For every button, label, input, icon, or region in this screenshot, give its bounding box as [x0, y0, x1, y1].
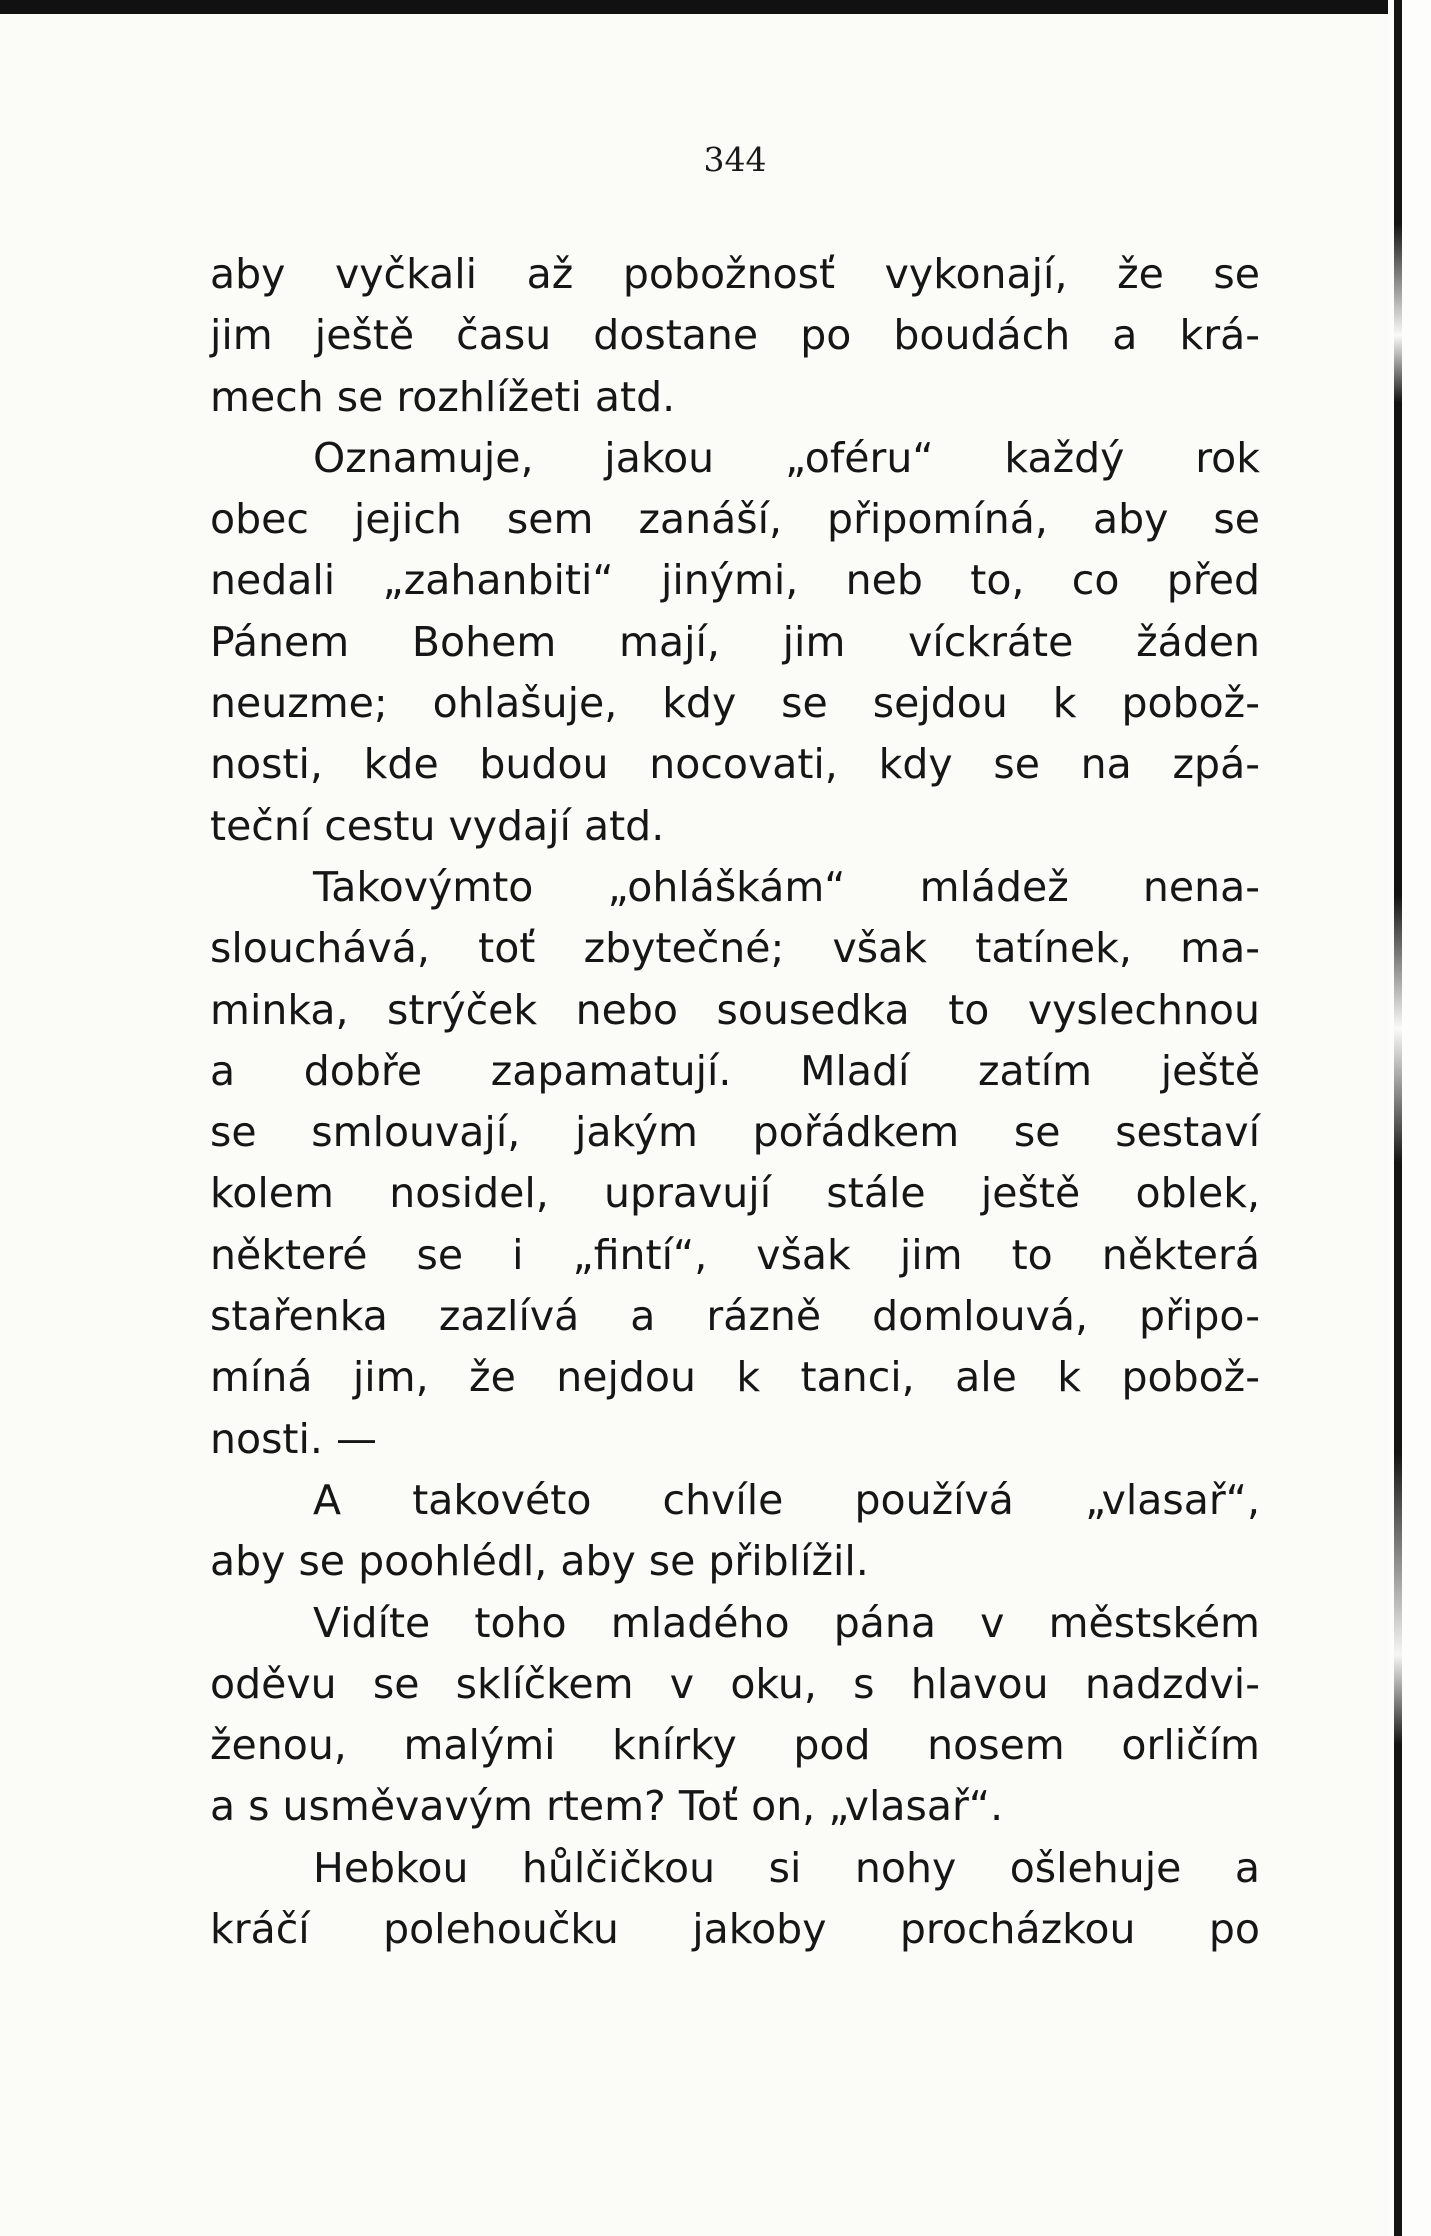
text-line: Oznamuje, jakou „oféru“ každý rok [313, 433, 1260, 482]
text-line: Hebkou hůlčičkou si nohy ošlehuje a [313, 1843, 1260, 1892]
binding-shadow [1394, 0, 1402, 2236]
text-line: Pánem Bohem mají, jim víckráte žáden [210, 617, 1260, 666]
text-line: oděvu se sklíčkem v oku, s hlavou nadzdvi- [210, 1659, 1260, 1708]
text-line: některé se i „fintí“, však jim to některá [210, 1230, 1260, 1279]
text-line: Takovýmto „ohláškám“ mládež nena- [313, 862, 1260, 911]
text-line: minka, strýček nebo sousedka to vyslechnou [210, 985, 1260, 1034]
text-line: nosti, kde budou nocovati, kdy se na zpá- [210, 740, 1260, 789]
text-line: teční cestu vydají atd. [210, 801, 665, 850]
text-line: A takovéto chvíle používá „vlasař“, [313, 1475, 1260, 1524]
text-line: mech se rozhlížeti atd. [210, 372, 676, 421]
text-line: nosti. — [210, 1414, 377, 1463]
body-text [210, 244, 1260, 1960]
text-line: kráčí polehoučku jakoby procházkou po [210, 1905, 1260, 1954]
text-line: aby se poohlédl, aby se přiblížil. [210, 1537, 869, 1586]
text-line: slouchává, toť zbytečné; však tatínek, ma- [210, 924, 1260, 973]
text-line: a dobře zapamatují. Mladí zatím ještě [210, 1046, 1260, 1095]
text-line: se smlouvají, jakým pořádkem se sestaví [210, 1108, 1260, 1157]
text-line: kolem nosidel, upravují stále ještě oblek, [210, 1169, 1260, 1218]
text-line: míná jim, že nejdou k tanci, ale k pobož- [210, 1353, 1260, 1402]
text-line: ženou, malými knírky pod nosem orličím [210, 1721, 1260, 1770]
text-line: neuzme; ohlašuje, kdy se sejdou k pobož- [210, 679, 1260, 728]
text-line: nedali „zahanbiti“ jinými, neb to, co před [210, 556, 1260, 605]
page-number: 344 [703, 140, 767, 179]
text-line: Vidíte toho mladého pána v městském [313, 1598, 1260, 1647]
text-line: a s usměvavým rtem? Toť on, „vlasař“. [210, 1782, 1004, 1831]
text-line: aby vyčkali až pobožnosť vykonají, že se [210, 250, 1260, 298]
text-line: jim ještě času dostane po boudách a krá- [210, 311, 1260, 360]
text-line: obec jejich sem zanáší, připomíná, aby se [210, 495, 1260, 544]
text-line: stařenka zazlívá a rázně domlouvá, připo- [210, 1292, 1260, 1341]
